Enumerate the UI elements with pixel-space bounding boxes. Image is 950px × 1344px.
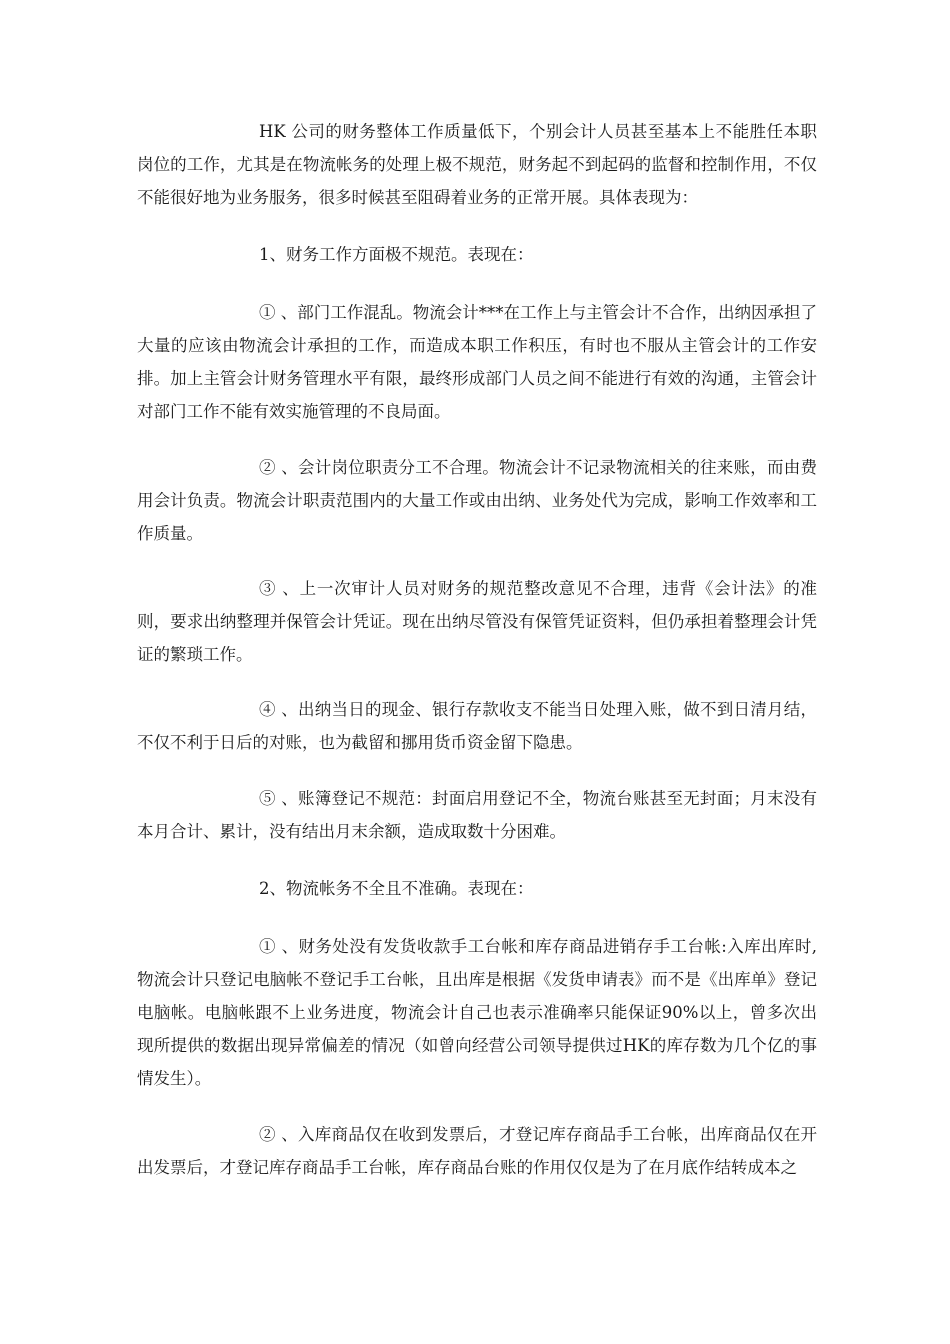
paragraph-1-1: ① 、部门工作混乱。物流会计***在工作上与主管会计不合作，出纳因承担了大量的应该由物流会计承担的工作，而造成本职工作积压，有时也不服从主管会计的工作安排。加上主管会计财务管理水平有限，最终形成部门人员之间不能进行有效的沟通，主管会计对部门工作不能有效实施管理的不良局面。: [137, 303, 817, 421]
paragraph-1-3: ③ 、上一次审计人员对财务的规范整改意见不合理，违背《会计法》的准则，要求出纳整理并保管会计凭证。现在出纳尽管没有保管凭证资料，但仍承担着整理会计凭证的繁琐工作。: [137, 579, 817, 664]
paragraph-2-2: ② 、入库商品仅在收到发票后，才登记库存商品手工台帐，出库商品仅在开出发票后，才登记库存商品手工台帐，库存商品台账的作用仅仅是为了在月底作结转成本之: [137, 1125, 817, 1177]
section-heading-1: 1、财务工作方面极不规范。表现在：: [259, 245, 534, 264]
intro-paragraph: HK 公司的财务整体工作质量低下，个别会计人员甚至基本上不能胜任本职岗位的工作，尤其是在物流帐务的处理上极不规范，财务起不到起码的监督和控制作用，不仅不能很好地为业务服务，很多时候甚至阻碍着业务的正常开展。具体表现为：: [137, 122, 817, 207]
section-heading-2: 2、物流帐务不全且不准确。表现在：: [259, 879, 534, 898]
paragraph-1-2: ② 、会计岗位职责分工不合理。物流会计不记录物流相关的往来账，而由费用会计负责。物流会计职责范围内的大量工作或由出纳、业务处代为完成，影响工作效率和工作质量。: [137, 458, 817, 543]
paragraph-2-1: ① 、财务处没有发货收款手工台帐和库存商品进销存手工台帐:入库出库时,物流会计只登记电脑帐不登记手工台帐，且出库是根据《发货申请表》而不是《出库单》登记电脑帐。电脑帐跟不上业务进度，物流会计自己也表示准确率只能保证90%以上，曾多次出现所提供的数据出现异常偏差的情况（如曾向经营公司领导提供过HK的库存数为几个亿的事情发生）。: [137, 937, 817, 1088]
paragraph-1-4: ④ 、出纳当日的现金、银行存款收支不能当日处理入账，做不到日清月结，不仅不利于日后的对账，也为截留和挪用货币资金留下隐患。: [137, 700, 817, 752]
paragraph-1-5: ⑤ 、账簿登记不规范：封面启用登记不全，物流台账甚至无封面；月末没有本月合计、累计，没有结出月末余额，造成取数十分困难。: [137, 789, 817, 841]
